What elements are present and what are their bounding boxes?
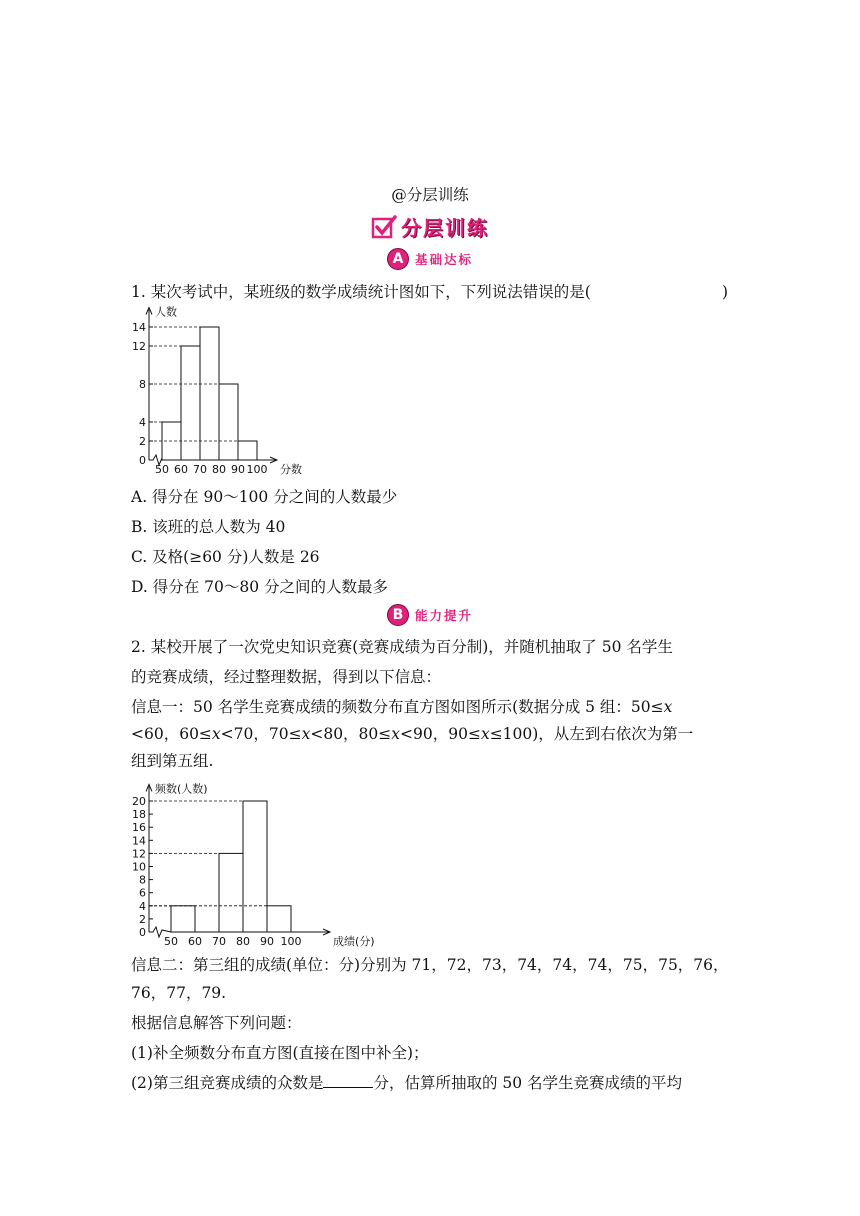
x-tick-label: 90 xyxy=(260,935,274,948)
y-tick-label: 12 xyxy=(132,847,146,861)
y-axis-label: 人数 xyxy=(155,305,177,319)
section-b-badge: B xyxy=(387,604,409,626)
answer-blank[interactable] xyxy=(323,1073,373,1088)
y-tick-label: 12 xyxy=(132,340,146,353)
q2-line-1: 2. 某校开展了一次党史知识竞赛(竞赛成绩为百分制)，并随机抽取了 50 名学生 xyxy=(131,638,673,656)
y-tick-label: 4 xyxy=(139,416,146,429)
section-b-heading xyxy=(0,604,860,626)
q1-option-a: A. 得分在 90～100 分之间的人数最少 xyxy=(131,488,398,506)
q2-part-1: (1)补全频数分布直方图(直接在图中补全)； xyxy=(131,1044,429,1062)
y-tick-label: 0 xyxy=(139,454,146,467)
y-tick-label: 2 xyxy=(139,435,146,448)
histogram-bar xyxy=(181,346,200,460)
x-axis-label: 分数 xyxy=(280,463,302,476)
x-tick-label: 90 xyxy=(231,463,245,476)
x-tick-label: 60 xyxy=(188,935,202,948)
y-tick-label: 8 xyxy=(139,378,146,391)
histogram-bar xyxy=(219,853,243,932)
x-tick-label: 50 xyxy=(164,935,178,948)
x-axis-label: 成绩(分) xyxy=(333,935,375,948)
y-tick-label: 4 xyxy=(139,899,146,913)
x-tick-label: 70 xyxy=(212,935,226,948)
q1-close-paren: ) xyxy=(722,283,729,301)
y-tick-label: 6 xyxy=(139,886,146,900)
y-tick-label: 10 xyxy=(132,860,146,874)
q2-line-3: 信息一：50 名学生竞赛成绩的频数分布直方图如图所示(数据分成 5 组：50≤x xyxy=(131,698,673,716)
q1-option-c: C. 及格(≥60 分)人数是 26 xyxy=(131,548,320,566)
x-tick-label: 50 xyxy=(155,463,169,476)
q2-info2-a: 信息二：第三组的成绩(单位：分)分别为 71，72，73，74，74，74，75，75，76， xyxy=(131,956,729,974)
page-header: @分层训练 xyxy=(391,186,469,204)
q1-stem: 1. 某次考试中，某班级的数学成绩统计图如下，下列说法错误的是( xyxy=(131,283,591,301)
section-banner xyxy=(0,212,860,241)
x-tick-label: 100 xyxy=(246,463,268,476)
q2-line-2: 的竞赛成绩，经过整理数据，得到以下信息： xyxy=(131,668,442,686)
histogram-bar xyxy=(267,906,291,932)
section-a-badge: A xyxy=(387,248,409,270)
histogram-bar xyxy=(200,327,219,460)
section-a-title: 基础达标 xyxy=(414,252,473,267)
section-a-heading xyxy=(0,248,860,270)
histogram-bar xyxy=(219,384,238,460)
chart-1 xyxy=(125,305,425,483)
chart-2 xyxy=(125,773,375,948)
y-tick-label: 16 xyxy=(132,821,146,835)
q2-part-2: (2)第三组竞赛成绩的众数是 分，估算所抽取的 50 名学生竞赛成绩的平均 xyxy=(131,1074,683,1092)
y-tick-label: 14 xyxy=(132,834,146,848)
q2-line-5: 组到第五组. xyxy=(131,752,214,770)
q2-line-4: <60，60≤x<70，70≤x<80，80≤x<90，90≤x≤100)，从左到右依次为第一 xyxy=(131,725,694,743)
y-tick-label: 8 xyxy=(139,873,146,887)
q1-option-d: D. 得分在 70～80 分之间的人数最多 xyxy=(131,578,389,596)
q2-info2-b: 76，77，79. xyxy=(131,984,227,1002)
section-b-title: 能力提升 xyxy=(414,608,473,623)
y-tick-label: 20 xyxy=(132,795,146,808)
histogram-bar xyxy=(171,906,195,932)
x-tick-label: 100 xyxy=(280,935,302,948)
y-axis-label: 频数(人数) xyxy=(155,782,208,796)
x-tick-label: 80 xyxy=(236,935,250,948)
x-tick-label: 70 xyxy=(193,463,207,476)
y-tick-label: 0 xyxy=(139,926,146,939)
x-tick-label: 80 xyxy=(212,463,226,476)
y-tick-label: 2 xyxy=(139,912,146,926)
banner-title: 分层训练 xyxy=(401,216,489,240)
y-tick-label: 18 xyxy=(132,808,146,822)
histogram-bar xyxy=(238,441,257,460)
q2-ask: 根据信息解答下列问题： xyxy=(131,1014,302,1032)
q1-option-b: B. 该班的总人数为 40 xyxy=(131,518,286,536)
histogram-bar xyxy=(243,801,267,932)
checkbox-icon xyxy=(371,214,397,240)
x-tick-label: 60 xyxy=(174,463,188,476)
y-tick-label: 14 xyxy=(132,321,146,334)
